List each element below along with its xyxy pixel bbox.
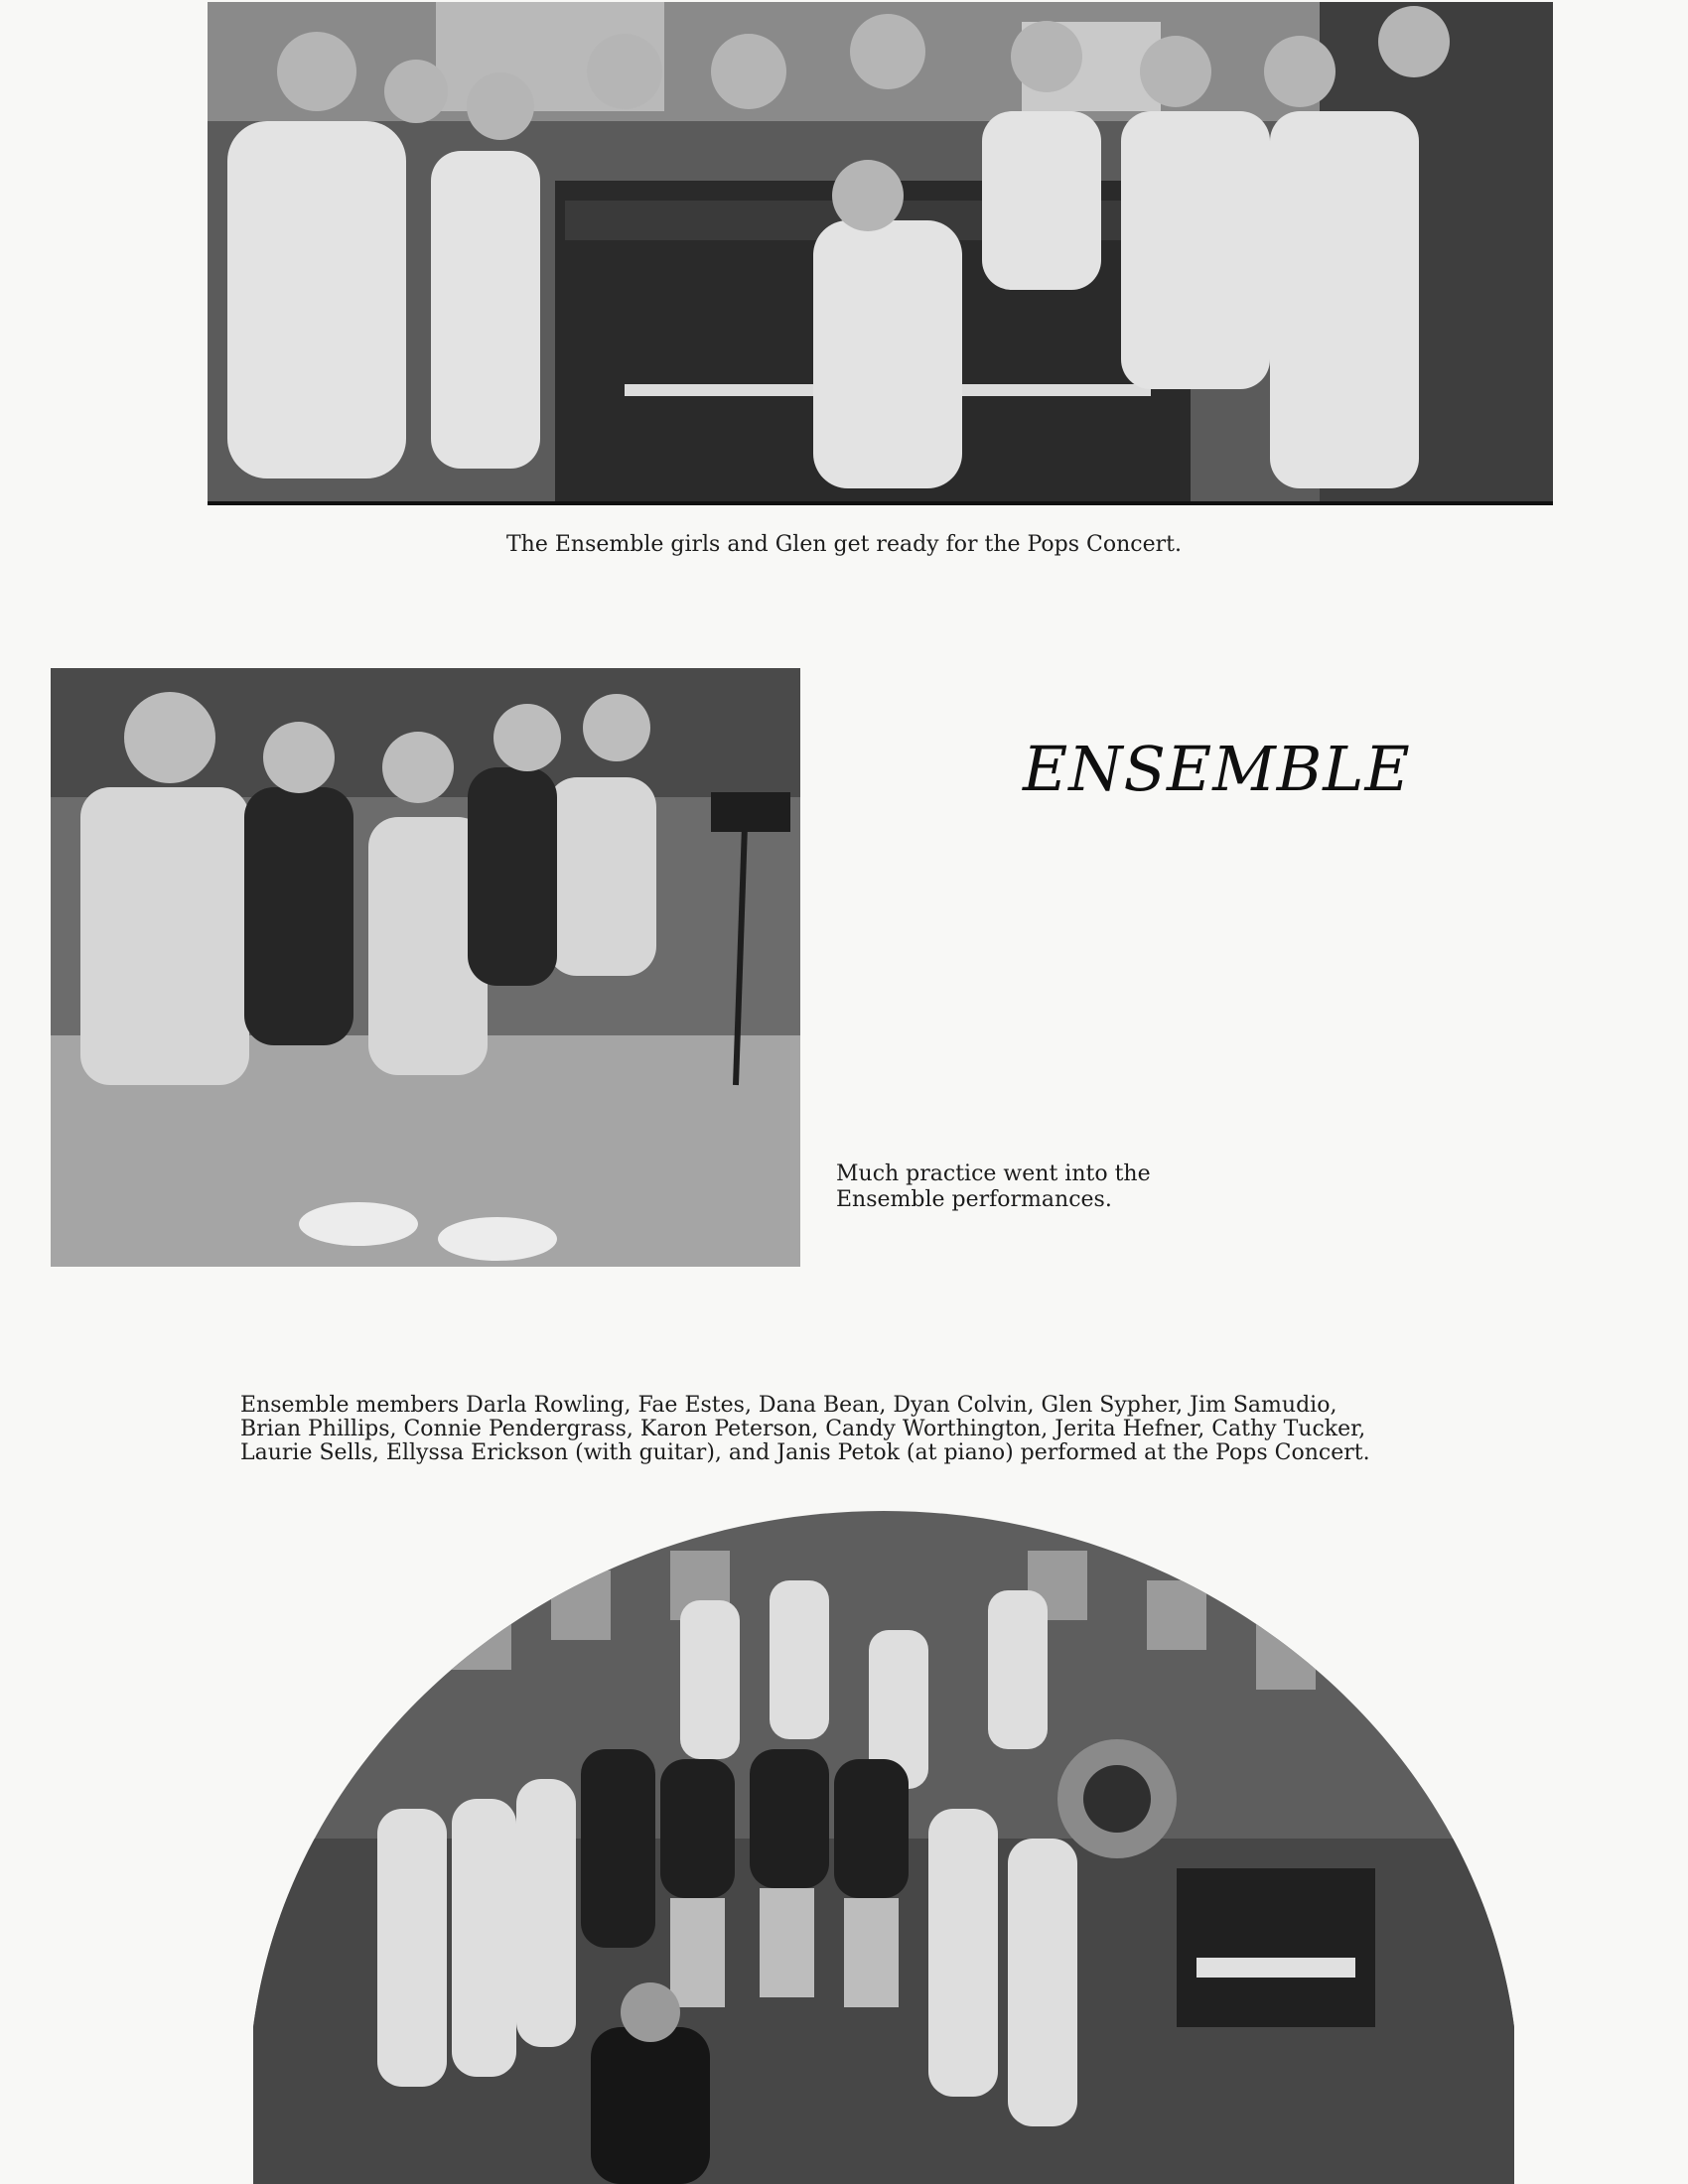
caption-ensemble-practice-line1: Much practice went into the [836, 1161, 1151, 1186]
caption-ensemble-practice-line2: Ensemble performances. [836, 1187, 1112, 1212]
photo-ensemble-at-piano [208, 2, 1553, 505]
caption-ensemble-at-piano: The Ensemble girls and Glen get ready for the Pops Concert. [506, 532, 1182, 557]
photo-ensemble-at-piano-image [208, 2, 1553, 501]
photo-ensemble-practice-image [51, 668, 800, 1267]
photo-ensemble-practice [51, 668, 800, 1267]
caption-members-line1: Ensemble members Darla Rowling, Fae Estes, Dana Bean, Dyan Colvin, Glen Sypher, Jim Samudio, [240, 1393, 1337, 1418]
caption-members-line3: Laurie Sells, Ellyssa Erickson (with guitar), and Janis Petok (at piano) performed at the Pops Concert. [240, 1440, 1370, 1465]
photo-pops-concert [253, 1511, 1514, 2184]
photo-pops-concert-image [253, 1511, 1514, 2184]
caption-ensemble-members [240, 1394, 1472, 1465]
caption-members-line2: Brian Phillips, Connie Pendergrass, Karon Peterson, Candy Worthington, Jerita Hefner, Cathy Tucker, [240, 1417, 1366, 1441]
page-title: ENSEMBLE [1023, 733, 1411, 805]
caption-ensemble-practice [836, 1161, 1194, 1213]
